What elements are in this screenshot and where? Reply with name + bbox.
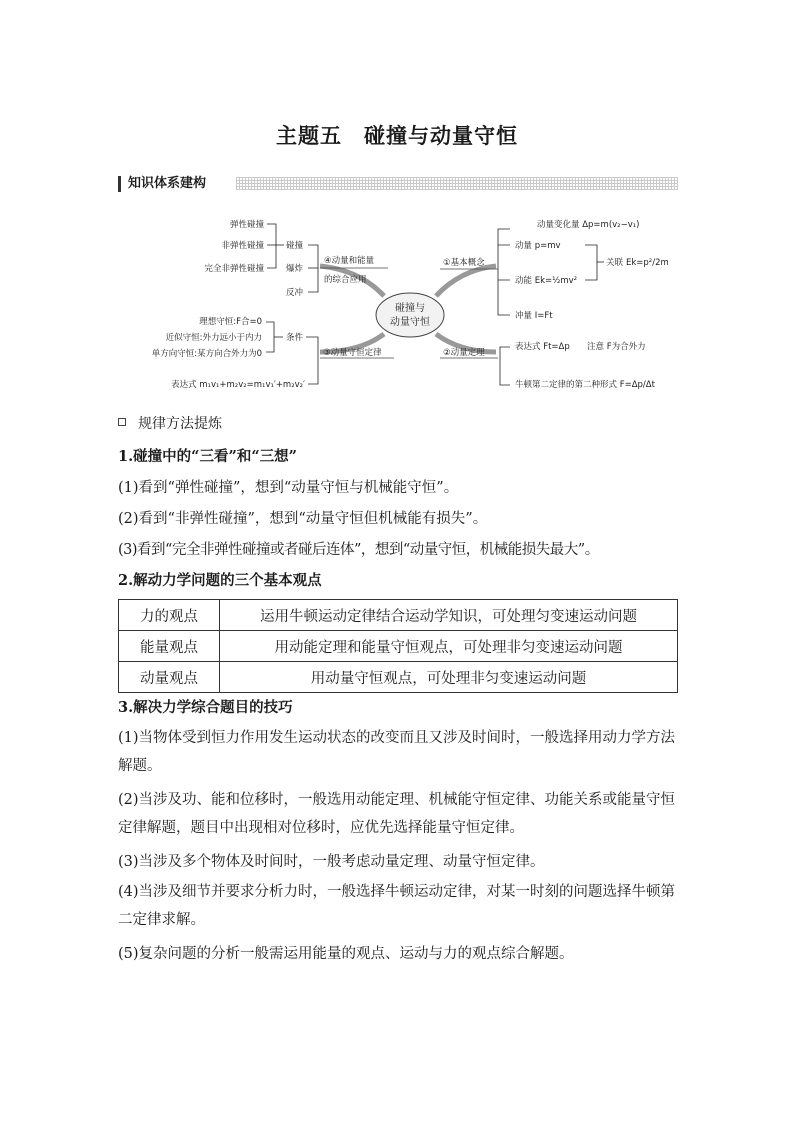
section-label: 知识体系建构 [128, 175, 210, 193]
s1-item-2: (2)看到“非弹性碰撞”，想到“动量守恒但机械能有损失”。 [118, 511, 488, 527]
b3-join [306, 337, 318, 384]
center-text-2: 动量守恒 [390, 317, 430, 328]
b3-cond-bracket [266, 322, 274, 352]
s3-item-1: (1)当物体受到恒力作用发生运动状态的改变而且又涉及时间时，一般选择用动力学方法解题。 [118, 730, 676, 774]
b1-mid-tick [498, 245, 510, 280]
b3-approx: 近似守恒:外力远小于内力 [165, 333, 262, 343]
s3-heading: 3.解决力学综合题目的技巧 [118, 699, 293, 716]
b1-relation-formula: Ek=p²/2m [626, 258, 669, 268]
title-topic: 主题五 [276, 124, 342, 148]
b1-label: ①基本概念 [443, 258, 485, 268]
b3-ideal: 理想守恒:F合=0 [199, 317, 262, 327]
b4-elastic: 弹性碰撞 [229, 220, 264, 230]
views-table [118, 599, 678, 693]
table-row [119, 631, 678, 662]
b1-relation-bracket [585, 245, 597, 280]
b4-inelastic: 非弹性碰撞 [221, 241, 264, 251]
table-cell-view: 动量观点 [119, 662, 220, 693]
s3-item-5: (5)复杂问题的分析一般需运用能量的观点、运动与力的观点综合解题。 [118, 946, 574, 962]
title-subject: 碰撞与动量守恒 [364, 124, 518, 148]
knowledge-mindmap [0, 0, 794, 400]
table-cell-desc: 用动量守恒观点，可处理非匀变速运动问题 [220, 662, 678, 693]
b4-perfectly-inelastic: 完全非弹性碰撞 [204, 264, 264, 274]
b2-expression: 表达式 Ft=Δp [515, 342, 570, 352]
b3-single: 单方向守恒:某方向合外力为0 [151, 349, 262, 359]
s3-item-3: (3)当涉及多个物体及时间时，一般考虑动量定理、动量守恒定律。 [118, 854, 545, 870]
method-header [118, 414, 222, 434]
s3-item-4: (4)当涉及细节并要求分析力时，一般选择牛顿运动定律，对某一时刻的问题选择牛顿第二定律求解。 [118, 884, 676, 928]
b4-collision: 碰撞 [286, 241, 304, 251]
b4-explosion: 爆炸 [286, 264, 304, 274]
b1-impulse: 冲量 I=Ft [515, 311, 553, 321]
b3-label: ③动量守恒定律 [323, 348, 382, 358]
s1-item-1: (1)看到“弹性碰撞”，想到“动量守恒与机械能守恒”。 [118, 480, 459, 496]
connector-center-b1 [436, 266, 496, 296]
table-cell-desc: 运用牛顿运动定律结合运动学知识，可处理匀变速运动问题 [220, 600, 678, 631]
b3-condition: 条件 [286, 333, 304, 343]
s2-heading: 2.解动力学问题的三个基本观点 [118, 572, 322, 589]
s1-heading: 1.碰撞中的“三看”和“三想” [118, 448, 297, 465]
b1-change: 动量变化量 Δp=m(v₂−v₁) [537, 220, 640, 230]
b1-momentum: 动量 p=mv [515, 241, 561, 251]
b4-collision-bracket [267, 224, 276, 268]
b4-recoil: 反冲 [286, 288, 304, 298]
b2-bracket [500, 347, 510, 385]
table-cell-desc: 用动能定理和能量守恒观点，可处理非匀变速运动问题 [220, 631, 678, 662]
b1-kinetic: 动能 Ek=½mv² [515, 276, 578, 286]
b1-relation: 关联 [606, 258, 624, 268]
table-row [119, 600, 678, 631]
square-bullet-icon [118, 418, 126, 426]
b4-bracket [308, 245, 318, 292]
center-node [376, 293, 444, 337]
s1-item-3: (3)看到“完全非弹性碰撞或者碰后连体”，想到“动量守恒，机械能损失最大”。 [118, 542, 599, 558]
b4-label-2: 的综合应用 [324, 275, 367, 285]
b4-label-1: ④动量和能量 [324, 256, 375, 266]
center-text-1: 碰撞与 [395, 303, 425, 314]
b2-note: 注意 F为合外力 [587, 342, 646, 352]
b3-expression: 表达式 m₁v₁+m₂v₂=m₁v₁′+m₂v₂′ [171, 380, 305, 390]
table-row [119, 662, 678, 693]
b2-newton: 牛顿第二定律的第二种形式 F=Δp/Δt [515, 380, 655, 390]
s3-item-2: (2)当涉及功、能和位移时，一般选用动能定理、机械能守恒定律、功能关系或能量守恒定律解题，题目中出现相对位移时，应优先选择能量守恒定律。 [118, 792, 676, 836]
b2-label: ②动量定理 [443, 348, 485, 358]
table-cell-view: 力的观点 [119, 600, 220, 631]
method-title: 规律方法提炼 [138, 416, 222, 432]
b1-bracket [498, 229, 510, 315]
table-cell-view: 能量观点 [119, 631, 220, 662]
